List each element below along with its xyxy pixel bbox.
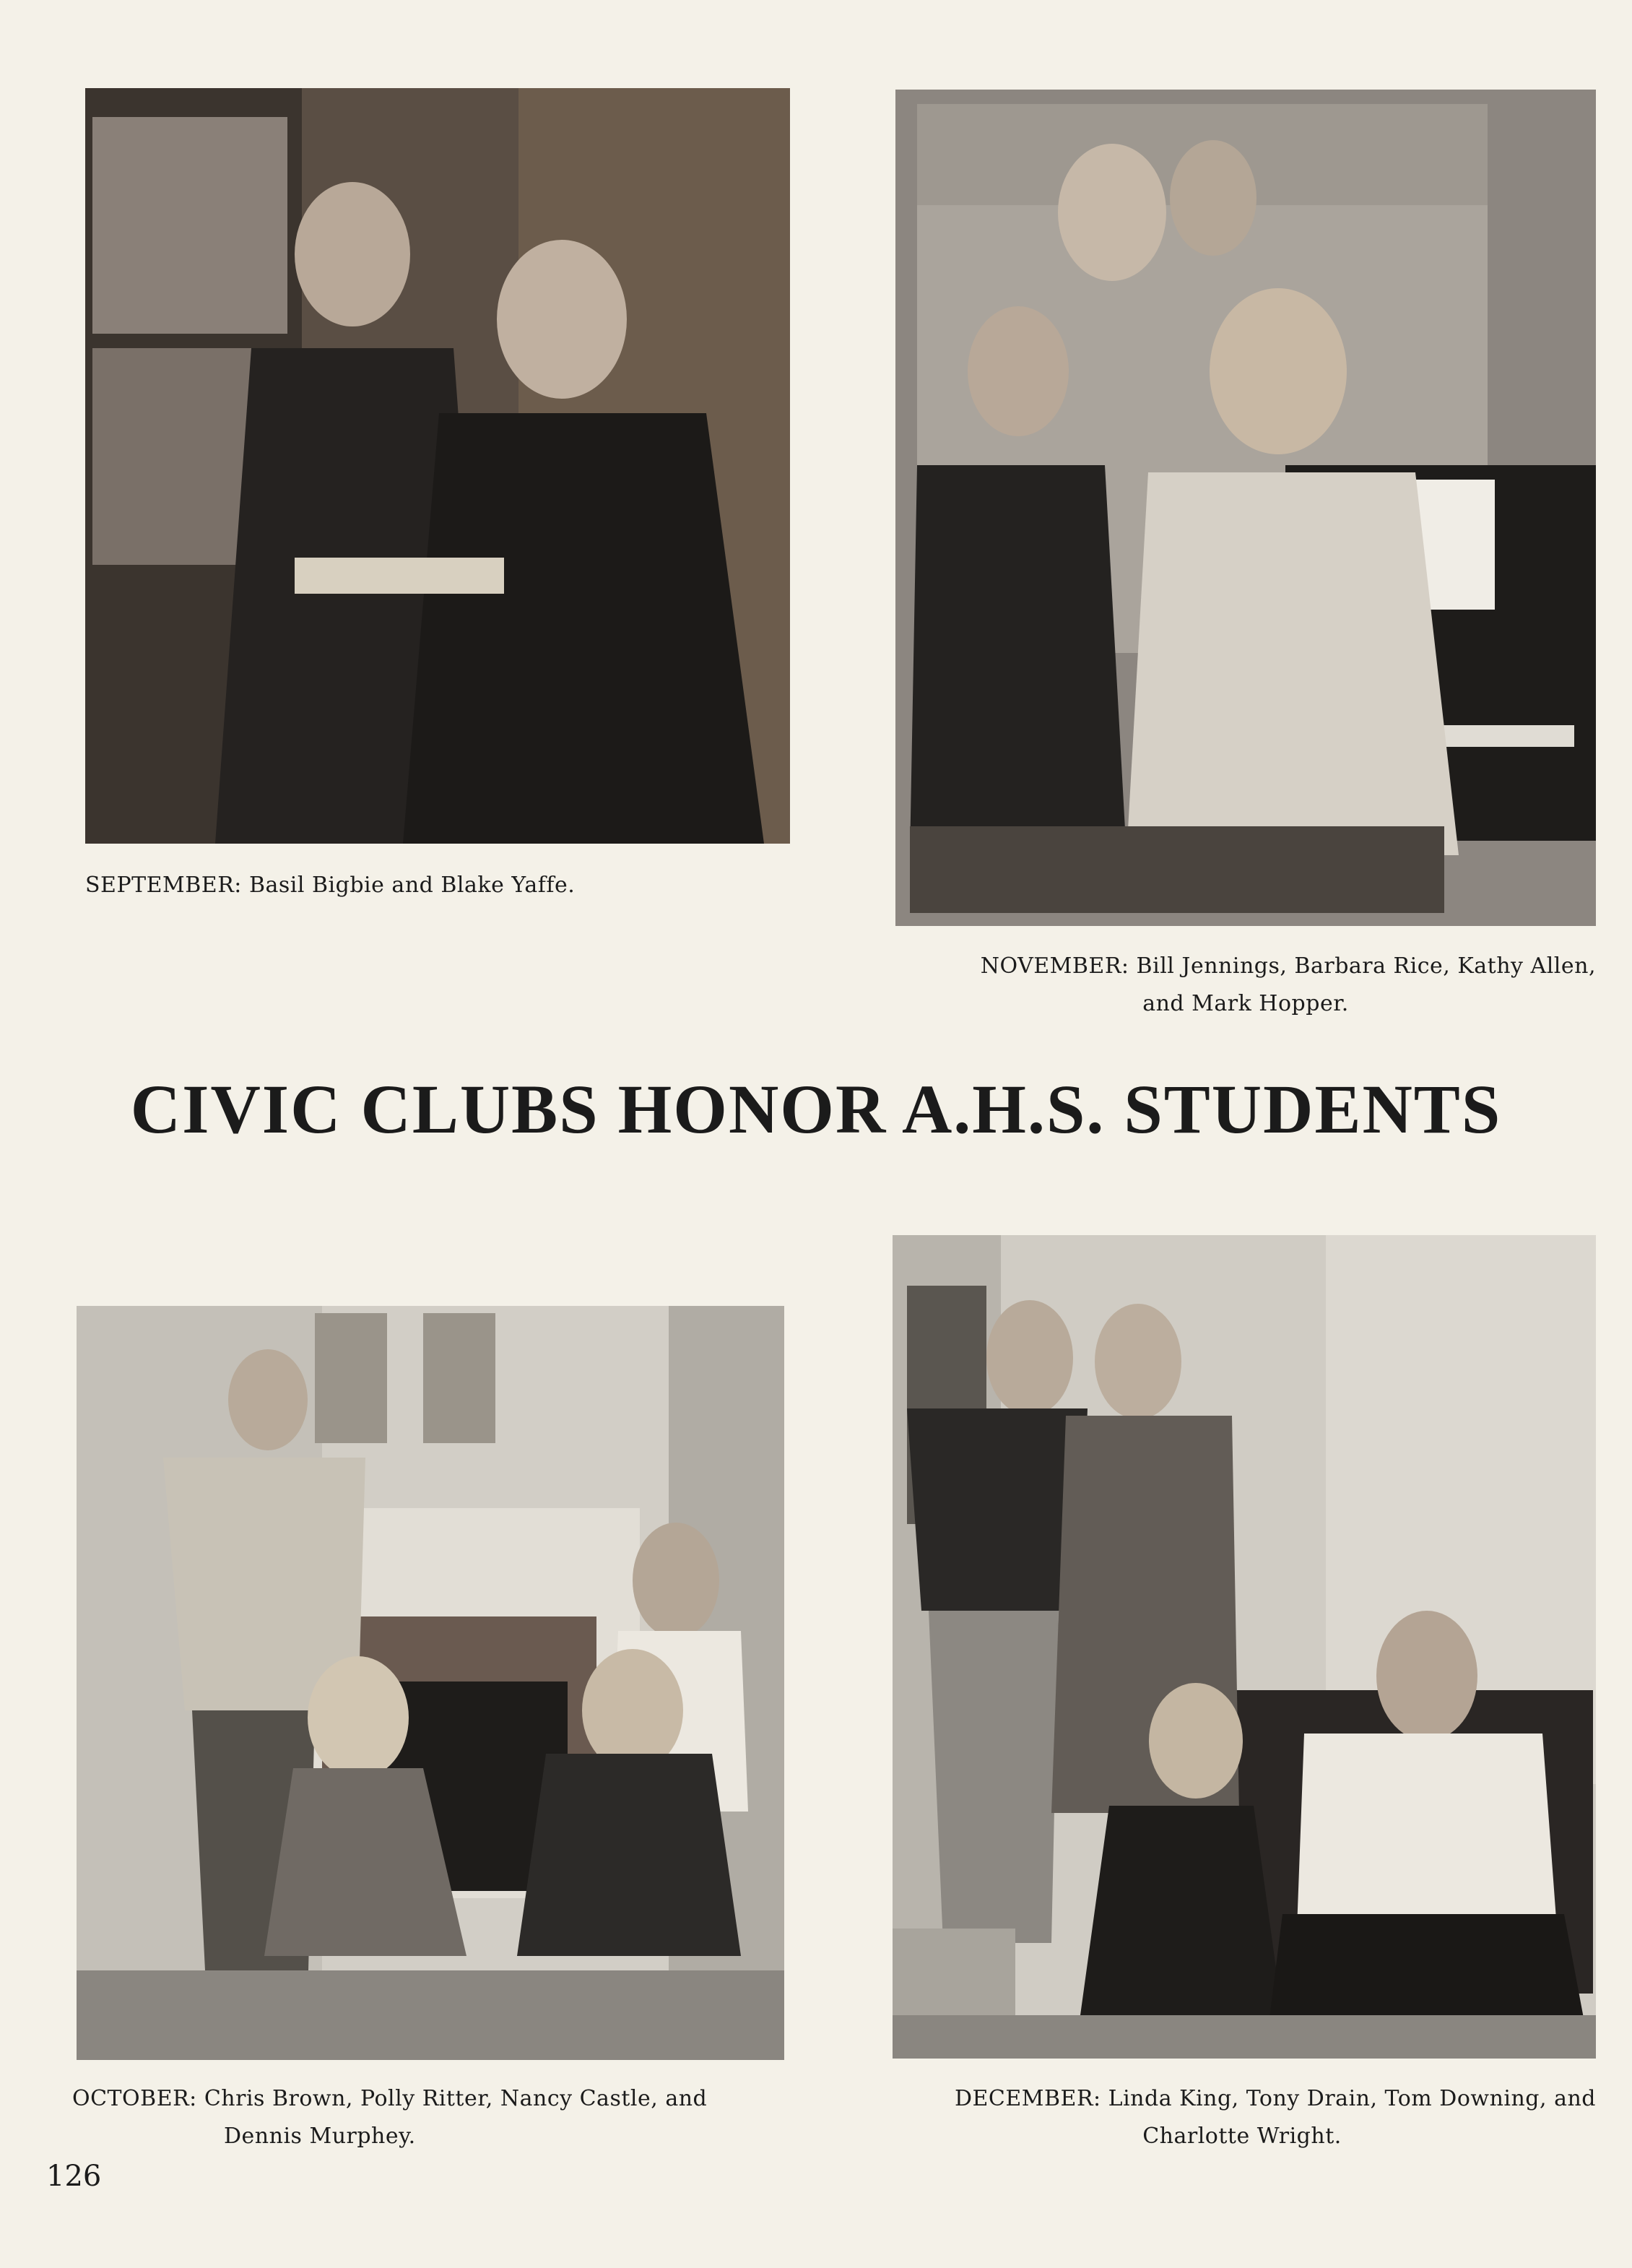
page-title: CIVIC CLUBS HONOR A.H.S. STUDENTS — [130, 1070, 1502, 1148]
caption-line: OCTOBER: Chris Brown, Polly Ritter, Nancy Castle, and — [72, 2086, 708, 2111]
page-number: 126 — [46, 2160, 102, 2193]
caption-line: NOVEMBER: Bill Jennings, Barbara Rice, Kathy Allen, — [980, 953, 1596, 979]
caption-line: SEPTEMBER: Basil Bigbie and Blake Yaffe. — [85, 873, 576, 898]
caption-october — [72, 2080, 787, 2155]
caption-september — [85, 867, 575, 904]
photo-october — [77, 1306, 784, 2060]
caption-line: DECEMBER: Linda King, Tony Drain, Tom Downing, and — [954, 2086, 1596, 2111]
caption-line: and Mark Hopper. — [1142, 991, 1349, 1016]
photo-november — [895, 90, 1596, 926]
caption-line: Charlotte Wright. — [1142, 2124, 1342, 2149]
caption-november — [895, 948, 1596, 1023]
photo-september — [85, 88, 790, 844]
caption-line: Dennis Murphey. — [224, 2124, 416, 2149]
photo-december — [893, 1235, 1596, 2059]
caption-december — [888, 2080, 1596, 2155]
